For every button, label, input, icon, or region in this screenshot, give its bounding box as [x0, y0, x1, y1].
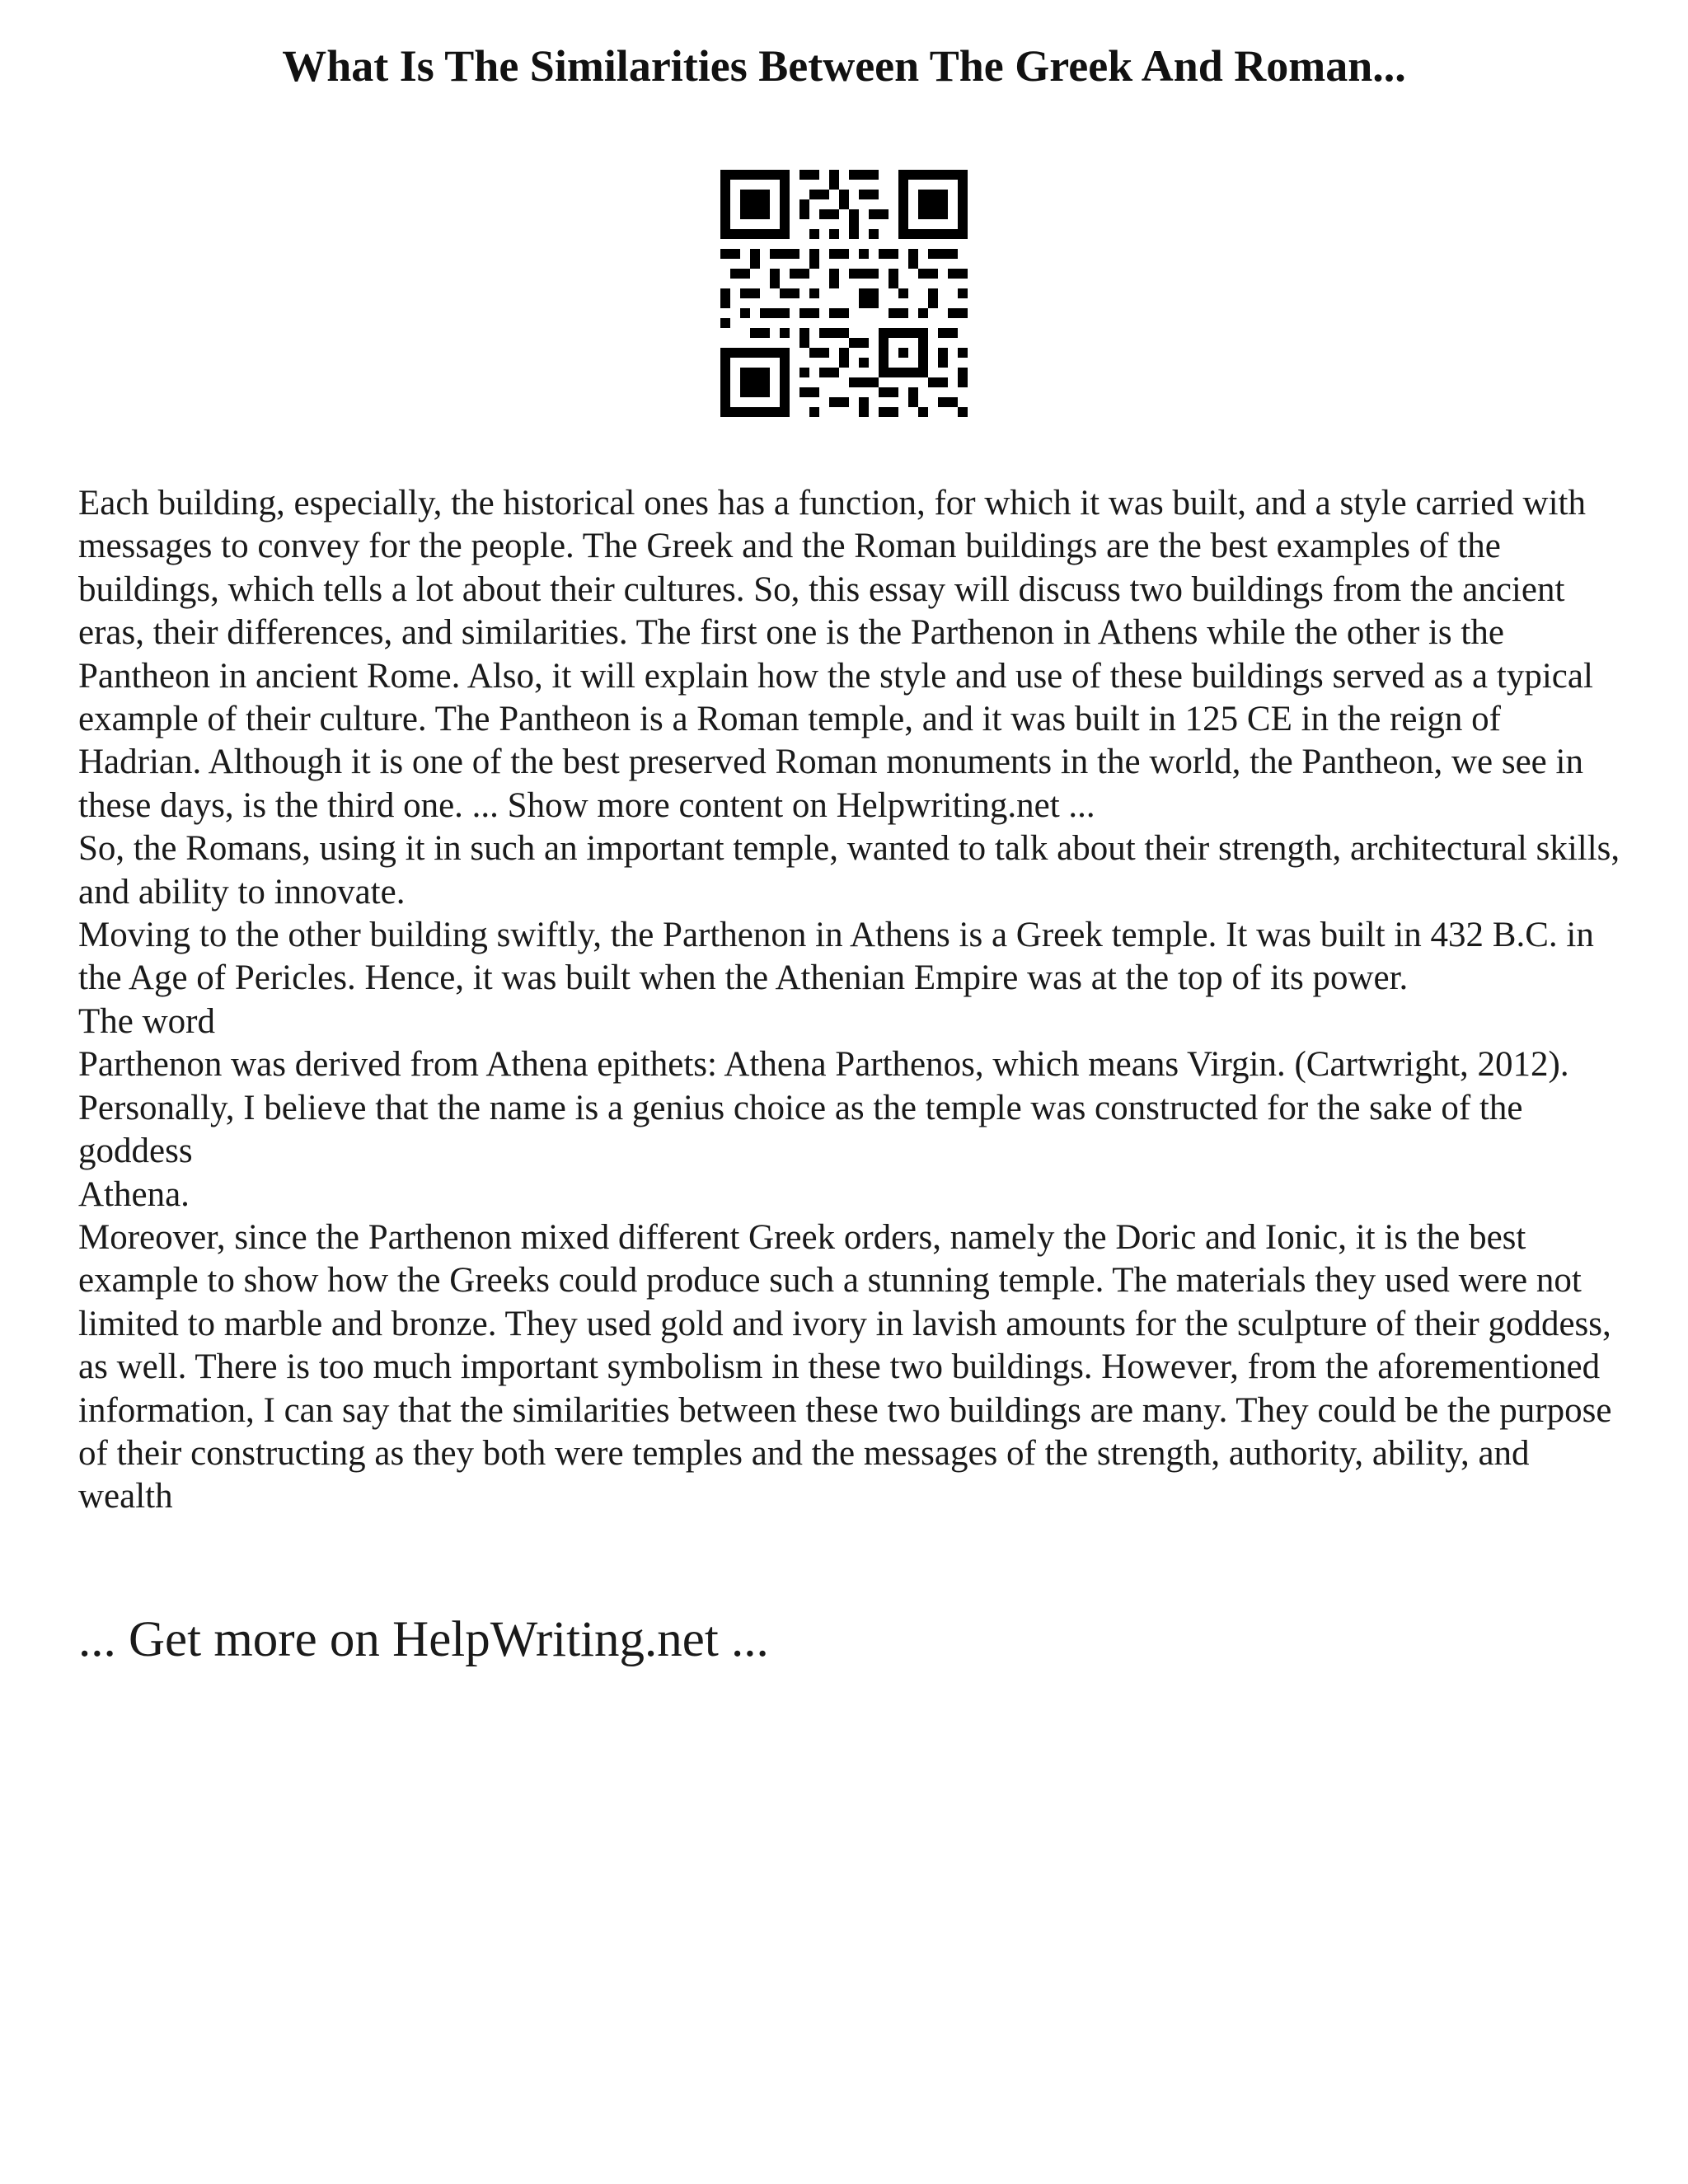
paragraph: Personally, I believe that the name is a genius choice as the temple was constructed for the sake of the goddess Athena. [78, 1088, 1523, 1214]
paragraph: Moreover, since the Parthenon mixed different Greek orders, namely the Doric and Ionic, it is the best example to show how the Greeks could produce such a stunning temple. The materials they used were not limited to marble and bronze. They used gold and ivory in lavish amounts for the sculpture of their goddess, as well. There is too much important symbolism in these two buildings. However, from the aforementioned information, I can say that the similarities between these two buildings are many. They could be the purpose of their constructing as they both were temples and the messages of the strength, authority, ability, and wealth [78, 1217, 1612, 1516]
qr-code-icon [720, 170, 968, 417]
document-title: What Is The Similarities Between The Greek And Roman... [282, 41, 1406, 91]
paragraph: Each building, especially, the historical ones has a function, for which it was built, and a style carried with messages to convey for the people. The Greek and the Roman buildings are the best examples of the buildings, which tells a lot about their cultures. So, this essay will discuss two buildings from the ancient eras, their differences, and similarities. The first one is the Parthenon in Athens while the other is the Pantheon in ancient Rome. Also, it will explain how the style and use of these buildings served as a typical example of their culture. The Pantheon is a Roman temple, and it was built in 125 CE in the reign of Hadrian. Although it is one of the best preserved Roman monuments in the world, the Pantheon, we see in these days, is the third one. ... Show more content on Helpwriting.net ... [78, 484, 1593, 825]
paragraph: So, the Romans, using it in such an important temple, wanted to talk about their strength, architectural skills, and ability to innovate. [78, 829, 1620, 912]
essay-body [78, 482, 1628, 1519]
paragraph: Moving to the other building swiftly, the Parthenon in Athens is a Greek temple. It was built in 432 B.C. in the Age of Pericles. Hence, it was built when the Athenian Empire was at the top of its power. The word Parthenon was derived from Athena epithets: Athena Parthenos, which means Virgin. (Cartwright, 2012). [78, 916, 1594, 1085]
get-more-link[interactable]: ... Get more on HelpWriting.net ... [78, 1612, 769, 1667]
